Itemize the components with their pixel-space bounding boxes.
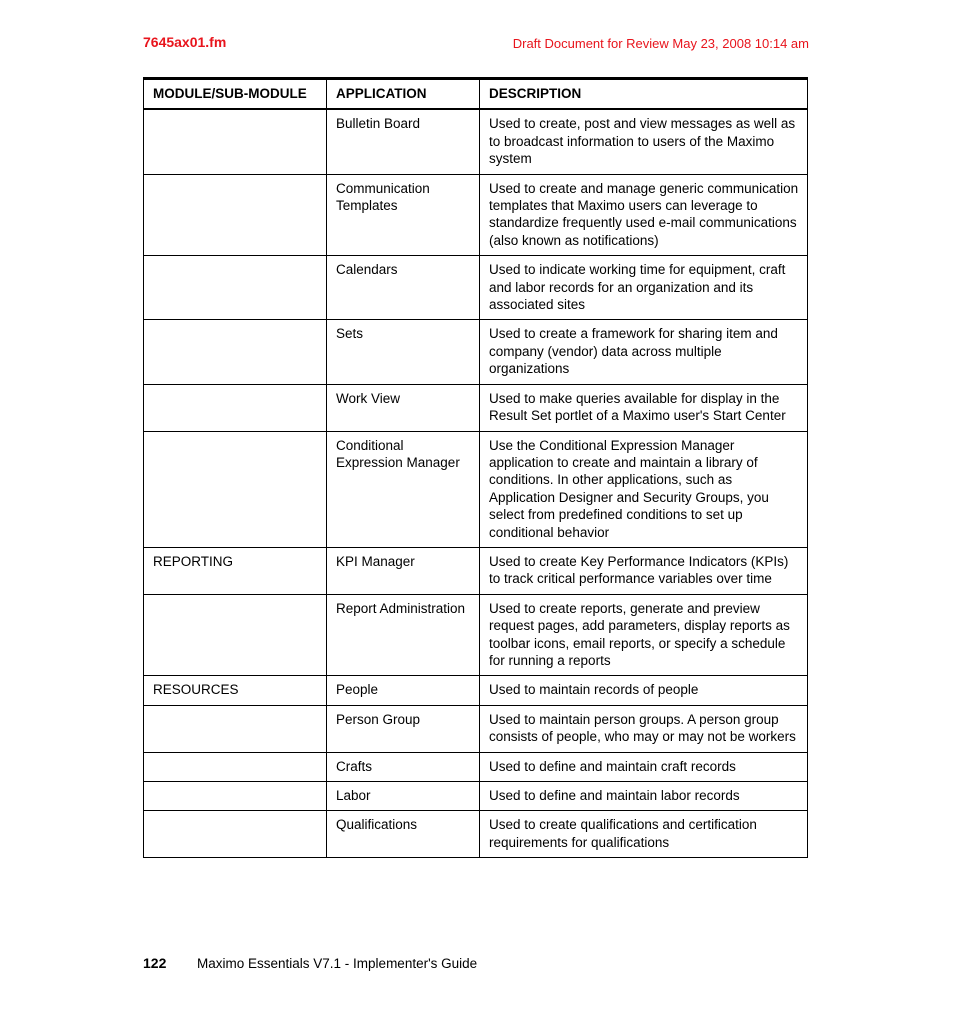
cell-description: Used to define and maintain labor records [480,782,808,811]
cell-module: REPORTING [144,547,327,594]
cell-description: Used to create Key Performance Indicators (KPIs) to track critical performance variables over time [480,547,808,594]
column-header-description: DESCRIPTION [480,79,808,110]
column-header-application: APPLICATION [327,79,480,110]
document-filename: 7645ax01.fm [143,34,227,50]
cell-application: Calendars [327,256,480,320]
cell-description: Use the Conditional Expression Manager application to create and maintain a library of conditions. In other applications, such as Application Designer and Security Groups, you select from predefined conditions to set up conditional behavior [480,431,808,547]
column-header-module: MODULE/SUB-MODULE [144,79,327,110]
cell-description: Used to maintain person groups. A person group consists of people, who may or may not be workers [480,705,808,752]
table-row [144,431,808,547]
cell-application: Communication Templates [327,174,480,256]
cell-application: Report Administration [327,594,480,676]
table-body [144,109,808,857]
cell-application: Conditional Expression Manager [327,431,480,547]
cell-module [144,431,327,547]
cell-description: Used to create a framework for sharing item and company (vendor) data across multiple organizations [480,320,808,384]
cell-module: RESOURCES [144,676,327,705]
table-row [144,705,808,752]
table-row [144,256,808,320]
table-row [144,384,808,431]
table-row [144,811,808,858]
cell-application: Labor [327,782,480,811]
table-row [144,320,808,384]
cell-module [144,752,327,781]
cell-application: Bulletin Board [327,109,480,174]
table-header-row [144,79,808,110]
table-row [144,752,808,781]
cell-description: Used to define and maintain craft records [480,752,808,781]
cell-description: Used to make queries available for display in the Result Set portlet of a Maximo user's Start Center [480,384,808,431]
cell-module [144,109,327,174]
table-row [144,174,808,256]
table-row [144,547,808,594]
cell-description: Used to create reports, generate and preview request pages, add parameters, display reports as toolbar icons, email reports, or specify a schedule for running a reports [480,594,808,676]
cell-application: Sets [327,320,480,384]
cell-application: People [327,676,480,705]
cell-application: Work View [327,384,480,431]
cell-module [144,256,327,320]
cell-module [144,705,327,752]
cell-module [144,594,327,676]
cell-description: Used to create qualifications and certification requirements for qualifications [480,811,808,858]
book-title: Maximo Essentials V7.1 - Implementer's Guide [197,956,478,971]
cell-description: Used to create, post and view messages as well as to broadcast information to users of the Maximo system [480,109,808,174]
cell-description: Used to create and manage generic communication templates that Maximo users can leverage to standardize frequently used e-mail communications (also known as notifications) [480,174,808,256]
table-row [144,676,808,705]
table-row [144,109,808,174]
cell-module [144,811,327,858]
cell-description: Used to maintain records of people [480,676,808,705]
cell-application: Crafts [327,752,480,781]
cell-module [144,782,327,811]
table-row [144,782,808,811]
cell-module [144,320,327,384]
cell-description: Used to indicate working time for equipment, craft and labor records for an organization and its associated sites [480,256,808,320]
page-number: 122 [143,955,167,971]
cell-application: Qualifications [327,811,480,858]
table-row [144,594,808,676]
draft-notice: Draft Document for Review May 23, 2008 10:14 am [512,36,809,51]
cell-application: Person Group [327,705,480,752]
cell-module [144,384,327,431]
cell-module [144,174,327,256]
cell-application: KPI Manager [327,547,480,594]
application-table [143,77,808,858]
